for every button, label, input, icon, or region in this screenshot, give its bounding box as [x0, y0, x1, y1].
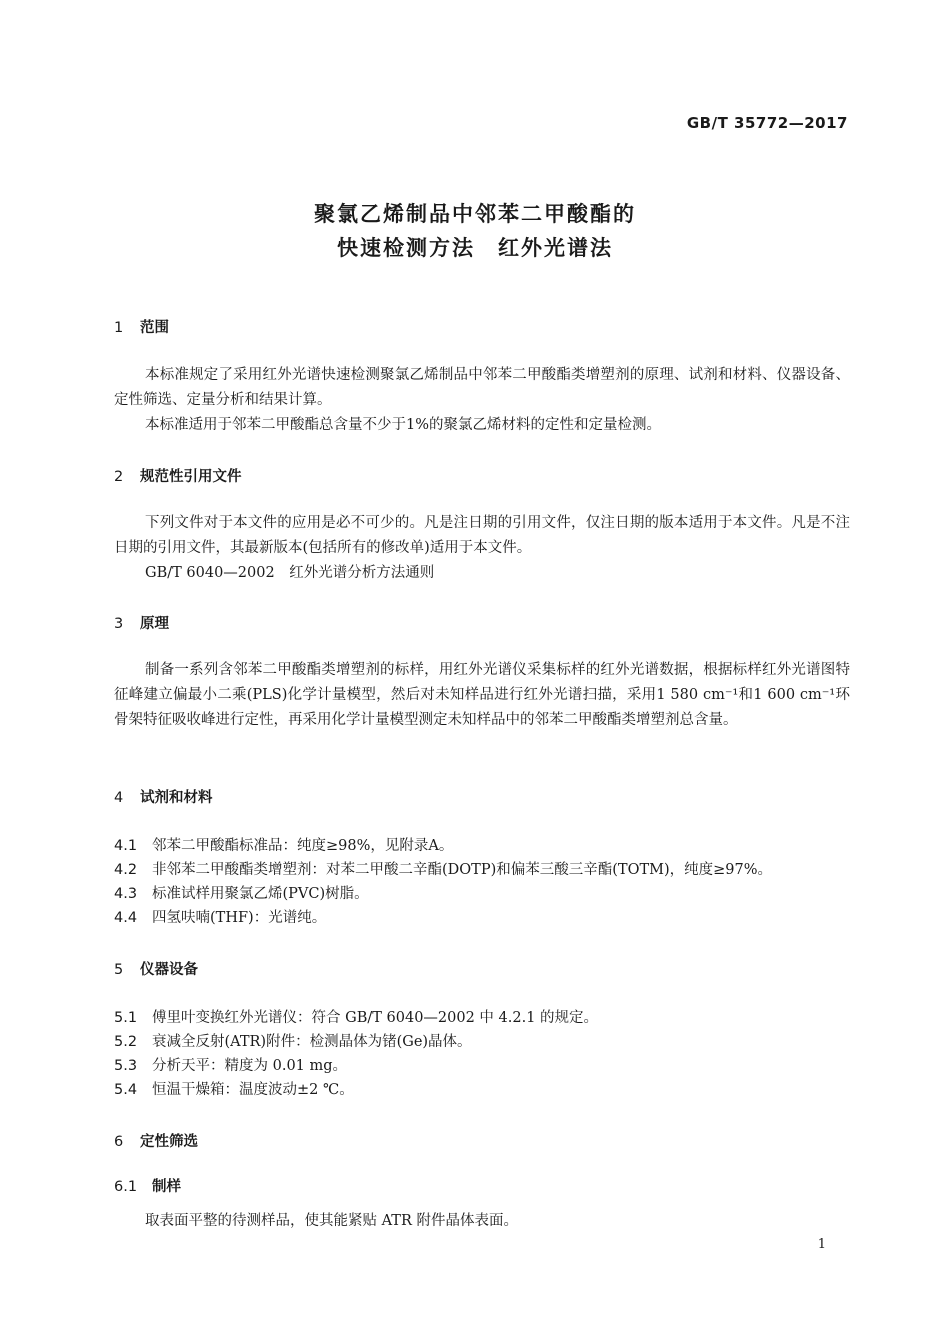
list-item: [114, 882, 850, 903]
section-number: 3: [114, 616, 124, 632]
paragraph: 本标准适用于邻苯二甲酸酯总含量不少于1%的聚氯乙烯材料的定性和定量检测。: [145, 417, 662, 433]
item-text: 四氢呋喃(THF)：光谱纯。: [152, 910, 327, 926]
item-text: 邻苯二甲酸酯标准品：纯度≥98%，见附录A。: [152, 838, 454, 854]
item-number: 5.4: [114, 1082, 138, 1098]
item-text: 恒温干燥箱：温度波动±2 ℃。: [152, 1082, 354, 1098]
item-number: 4.3: [114, 886, 138, 902]
section-number: 5: [114, 962, 124, 978]
paragraph: 取表面平整的待测样品，使其能紧贴 ATR 附件晶体表面。: [145, 1213, 518, 1229]
list-item: [114, 1006, 850, 1027]
section-title: 仪器设备: [140, 962, 198, 978]
section-title: 范围: [140, 320, 169, 336]
section-3-heading: [114, 612, 169, 633]
section-title: 原理: [140, 616, 169, 632]
document-title: [0, 197, 950, 265]
standard-code: GB/T 35772—2017: [686, 114, 848, 132]
item-number: 4.2: [114, 862, 138, 878]
paragraph: 制备一系列含邻苯二甲酸酯类增塑剂的标样，用红外光谱仪采集标样的红外光谱数据，根据标样红外光谱图特征峰建立偏最小二乘(PLS)化学计量模型，然后对未知样品进行红外光谱扫描，采用1 580 cm⁻¹和1 600 cm⁻¹环骨架特征吸收峰进行定性，再采用化学计量模型测定未知样品中的邻苯二甲酸酯类增塑剂总含量。: [114, 662, 850, 728]
item-number: 5.3: [114, 1058, 138, 1074]
list-item: [114, 858, 850, 879]
section-1-body: [114, 363, 850, 438]
paragraph: 下列文件对于本文件的应用是必不可少的。凡是注日期的引用文件，仅注日期的版本适用于本文件。凡是不注日期的引用文件，其最新版本(包括所有的修改单)适用于本文件。: [114, 515, 850, 556]
section-6-heading: [114, 1130, 198, 1151]
section-number: 1: [114, 320, 124, 336]
list-item: [114, 834, 850, 855]
item-text: 傅里叶变换红外光谱仪：符合 GB/T 6040—2002 中 4.2.1 的规定。: [152, 1010, 599, 1026]
section-title: 规范性引用文件: [140, 469, 242, 485]
section-number: 6: [114, 1134, 124, 1150]
subsection-number: 6.1: [114, 1179, 138, 1195]
section-3-body: [114, 658, 850, 733]
section-5-heading: [114, 958, 198, 979]
title-line-1: 聚氯乙烯制品中邻苯二甲酸酯的: [314, 202, 636, 226]
section-number: 2: [114, 469, 124, 485]
section-1-heading: [114, 316, 169, 337]
section-title: 试剂和材料: [140, 790, 213, 806]
item-text: 标准试样用聚氯乙烯(PVC)树脂。: [152, 886, 369, 902]
list-item: [114, 906, 850, 927]
paragraph: 本标准规定了采用红外光谱快速检测聚氯乙烯制品中邻苯二甲酸酯类增塑剂的原理、试剂和材料、仪器设备、定性筛选、定量分析和结果计算。: [114, 367, 850, 408]
subsection-6-1-heading: [114, 1175, 181, 1196]
section-title: 定性筛选: [140, 1134, 198, 1150]
subsection-title: 制样: [152, 1179, 181, 1195]
section-2-heading: [114, 465, 242, 486]
section-number: 4: [114, 790, 124, 806]
item-text: 衰减全反射(ATR)附件：检测晶体为锗(Ge)晶体。: [152, 1034, 472, 1050]
item-number: 5.1: [114, 1010, 138, 1026]
section-4-heading: [114, 786, 213, 807]
item-text: 非邻苯二甲酸酯类增塑剂：对苯二甲酸二辛酯(DOTP)和偏苯三酸三辛酯(TOTM)，纯度≥97%。: [152, 862, 773, 878]
item-number: 4.4: [114, 910, 138, 926]
item-text: 分析天平：精度为 0.01 mg。: [152, 1058, 348, 1074]
normative-reference: GB/T 6040—2002 红外光谱分析方法通则: [145, 565, 435, 581]
list-item: [114, 1054, 850, 1075]
item-number: 4.1: [114, 838, 138, 854]
section-6-body: [114, 1209, 850, 1234]
list-item: [114, 1078, 850, 1099]
section-2-body: [114, 511, 850, 586]
item-number: 5.2: [114, 1034, 138, 1050]
title-line-2: 快速检测方法 红外光谱法: [337, 236, 613, 260]
list-item: [114, 1030, 850, 1051]
page-number: 1: [817, 1237, 826, 1252]
